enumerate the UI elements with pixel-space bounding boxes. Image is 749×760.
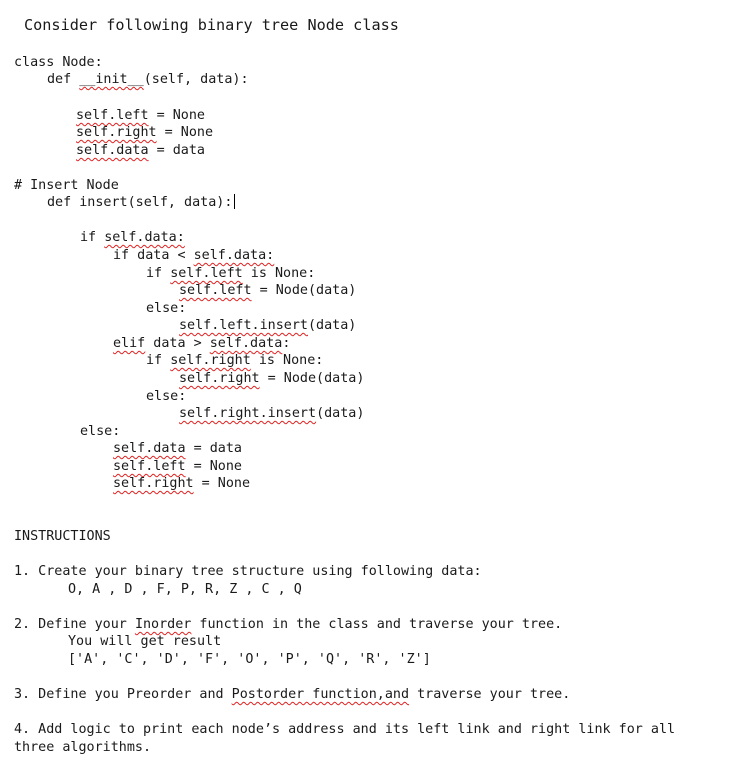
instruction-2-result: ['A', 'C', 'D', 'F', 'O', 'P', 'Q', 'R', 'Z'] — [68, 652, 431, 667]
code-init-right — [76, 124, 213, 142]
instruction-text: Postorder function,and — [231, 687, 410, 702]
code-token: if — [146, 353, 171, 368]
code-token: : — [282, 336, 291, 351]
code-token: (data) — [308, 318, 357, 333]
code-token: is None: — [242, 266, 316, 281]
code-assign-left — [179, 282, 356, 300]
code-right-insert — [179, 405, 364, 423]
code-token: self.data: — [104, 230, 185, 245]
code-token: self.data — [76, 143, 149, 158]
instruction-1-data: O, A , D , F, P, R, Z , C , Q — [68, 582, 302, 597]
instruction-text: 3. Define you Preorder and — [14, 687, 232, 702]
code-else-3: else: — [80, 424, 121, 439]
code-left-insert — [179, 317, 356, 335]
code-token: = None — [185, 459, 242, 474]
code-token: is None: — [250, 353, 324, 368]
page-title: Consider following binary tree Node class — [24, 16, 399, 34]
code-if-right-none — [146, 352, 323, 370]
code-if-data — [80, 229, 185, 247]
code-token: if — [146, 266, 171, 281]
instruction-text: function in the class and traverse your tree. — [191, 617, 563, 632]
code-token: self.data — [209, 336, 283, 351]
code-assign-right — [179, 370, 364, 388]
code-token: self.left — [170, 266, 243, 281]
code-class-decl: class Node: — [14, 55, 103, 70]
code-token: = data — [185, 441, 242, 456]
code-elif — [113, 335, 290, 353]
code-token: if data < — [113, 248, 194, 263]
code-if-less — [113, 247, 274, 265]
code-token: self.left — [113, 459, 186, 474]
code-token: self.right.insert — [179, 406, 317, 421]
code-token: self.data: — [193, 248, 275, 263]
text-cursor — [234, 194, 235, 209]
code-init-left — [76, 107, 205, 125]
code-token: self.left — [76, 108, 149, 123]
code-if-left-none — [146, 265, 315, 283]
instruction-1: 1. Create your binary tree structure using following data: — [14, 564, 482, 579]
instructions-heading: INSTRUCTIONS — [14, 529, 111, 544]
code-init-data — [76, 142, 205, 160]
instruction-text: Inorder — [134, 617, 192, 632]
code-token: = Node(data) — [251, 283, 357, 298]
instruction-text: traverse your tree. — [409, 687, 571, 702]
code-token: def — [47, 72, 80, 87]
code-token: def insert(self, data): — [47, 195, 233, 210]
code-token: if — [80, 230, 105, 245]
instruction-text: 2. Define your — [14, 617, 135, 632]
code-token: __init__ — [79, 72, 144, 87]
instruction-4-cont: three algorithms. — [14, 740, 152, 755]
code-token: = None — [193, 476, 251, 491]
instruction-2 — [14, 616, 562, 634]
code-else-2: else: — [146, 389, 187, 404]
code-init-def — [47, 71, 249, 89]
code-token: self.data — [113, 441, 186, 456]
code-else-data — [113, 440, 242, 458]
code-token: (data) — [316, 406, 365, 421]
code-token: self.right — [76, 125, 157, 140]
code-token: (self, data): — [143, 72, 249, 87]
code-token: = data — [148, 143, 205, 158]
code-token: self.right — [113, 476, 194, 491]
code-token: self.left.insert — [179, 318, 308, 333]
code-token: = Node(data) — [259, 371, 365, 386]
code-else-left — [113, 458, 242, 476]
code-token: data > — [145, 336, 210, 351]
code-else-right — [113, 475, 250, 493]
code-else-1: else: — [146, 301, 187, 316]
code-token: self.left — [179, 283, 252, 298]
code-token: self.right — [179, 371, 260, 386]
code-insert-def — [47, 194, 235, 212]
code-token: = None — [148, 108, 205, 123]
code-token: = None — [156, 125, 214, 140]
code-token: elif — [113, 336, 146, 351]
instruction-4: 4. Add logic to print each node’s address and its left link and right link for all — [14, 722, 676, 737]
code-insert-comment: # Insert Node — [14, 178, 119, 193]
instruction-3 — [14, 686, 570, 704]
code-token: self.right — [170, 353, 251, 368]
instruction-2-result-label: You will get result — [68, 634, 222, 649]
